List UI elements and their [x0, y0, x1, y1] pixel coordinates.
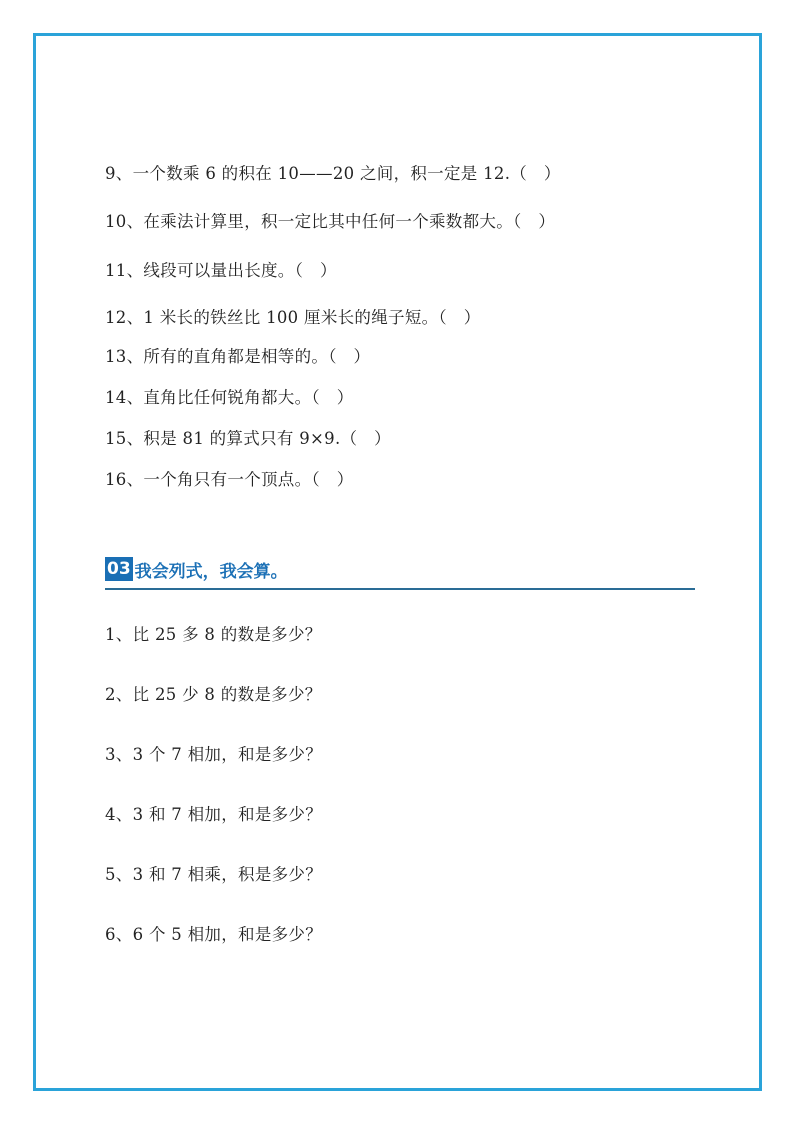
question-2: 2、比 25 少 8 的数是多少？: [105, 685, 322, 704]
judgement-item-16: 16、一个角只有一个顶点。（ ）: [105, 470, 354, 489]
section-divider: [105, 588, 695, 590]
judgement-item-14: 14、直角比任何锐角都大。（ ）: [105, 388, 354, 407]
judgement-item-11: 11、线段可以量出长度。（ ）: [105, 261, 337, 280]
question-4: 4、3 和 7 相加，和是多少？: [105, 805, 323, 824]
question-6: 6、6 个 5 相加，和是多少？: [105, 925, 323, 944]
judgement-item-13: 13、所有的直角都是相等的。（ ）: [105, 347, 371, 366]
section-number-badge: 03: [107, 559, 131, 579]
question-1: 1、比 25 多 8 的数是多少？: [105, 625, 322, 644]
judgement-item-12: 12、1 米长的铁丝比 100 厘米长的绳子短。（ ）: [105, 308, 481, 327]
judgement-item-10: 10、在乘法计算里，积一定比其中任何一个乘数都大。（ ）: [105, 212, 556, 231]
judgement-item-15: 15、积是 81 的算式只有 9×9.（ ）: [105, 429, 391, 448]
question-3: 3、3 个 7 相加，和是多少？: [105, 745, 323, 764]
section-heading: [105, 557, 288, 581]
judgement-item-9: 9、一个数乘 6 的积在 10——20 之间，积一定是 12.（ ）: [105, 164, 561, 183]
question-5: 5、3 和 7 相乘，积是多少？: [105, 865, 323, 884]
section-title: 我会列式，我会算。: [134, 561, 288, 582]
